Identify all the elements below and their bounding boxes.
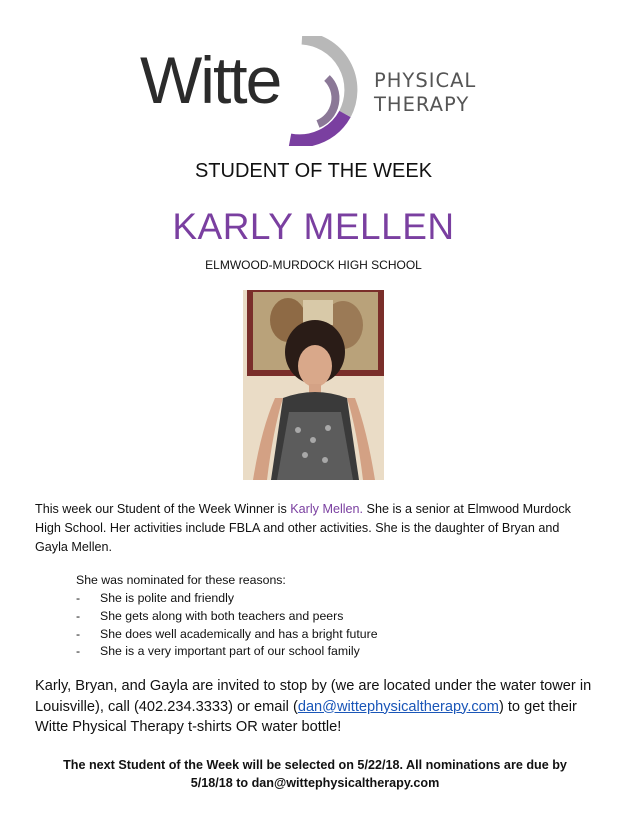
reason-item: - She does well academically and has a bright future [76, 626, 378, 644]
intro-text-before: This week our Student of the Week Winner is [35, 502, 291, 516]
reasons-list [76, 590, 378, 661]
logo-tag-line2: THERAPY [374, 93, 470, 116]
invite-text-after: ) to get their Witte Physical Therapy t-shirts OR water bottle! [35, 698, 577, 735]
logo-tagline [374, 69, 476, 117]
intro-text-after: She is a senior at Elmwood Murdock High School. Her activities include FBLA and other activities. She is the daughter of Bryan and Gayla Mellen. [35, 502, 571, 554]
reason-item: - She is polite and friendly [76, 590, 378, 608]
page-title: STUDENT OF THE WEEK [194, 160, 433, 182]
invite-paragraph [35, 676, 605, 738]
footer-line1: The next Student of the Week will be selected on 5/22/18. All nominations are due by [63, 758, 567, 772]
logo-tag-line1: PHYSICAL [374, 69, 477, 92]
reason-item: - She gets along with both teachers and peers [76, 608, 378, 626]
school-name: ELMWOOD-MURDOCK HIGH SCHOOL [205, 258, 422, 272]
email-link[interactable]: dan@wittephysicaltherapy.com [297, 698, 499, 715]
footer-line2: 5/18/18 to dan@wittephysicaltherapy.com [190, 776, 440, 790]
intro-paragraph [35, 500, 595, 557]
witte-logo [140, 36, 500, 146]
reasons-heading: She was nominated for these reasons: [76, 573, 286, 587]
student-name: KARLY MELLEN [172, 206, 455, 247]
invite-text-before: Karly, Bryan, and Gayla are invited to stop by (we are located under the water tower in Louisville), call (402.234.3333) or email ( [35, 678, 592, 715]
footer-note [35, 756, 595, 792]
reason-item: - She is a very important part of our school family [76, 643, 378, 661]
logo-wordmark: Witte [140, 43, 281, 117]
student-photo-icon [243, 290, 384, 480]
student-photo [243, 290, 384, 480]
intro-student-name: Karly Mellen. [290, 502, 364, 516]
